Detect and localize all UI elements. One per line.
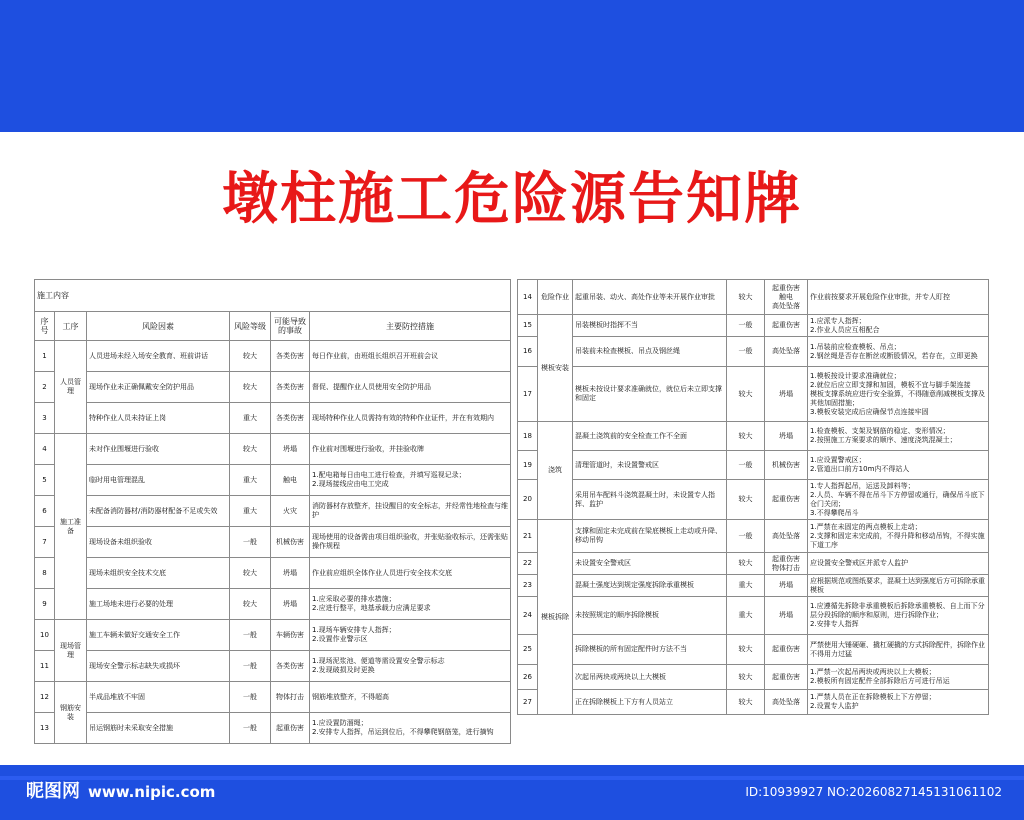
possible-accident: 起重伤害 触电 高处坠落 [765, 280, 808, 315]
left-hazard-table [34, 279, 511, 744]
control-measure: 督促、提醒作业人员使用安全防护用品 [310, 372, 511, 403]
control-measure: 1.专人指挥起吊，运送及卸料等； 2.人员、车辆不得在吊斗下方停留或通行，确保吊斗底下仓门关闭； 3.不得攀爬吊斗 [808, 480, 989, 520]
row-number: 16 [518, 337, 538, 367]
row-number: 10 [35, 620, 55, 651]
table-row [35, 403, 511, 434]
section-header-row [35, 280, 511, 312]
risk-level: 一般 [727, 520, 765, 553]
table-row [518, 690, 989, 715]
possible-accident: 高处坠落 [765, 520, 808, 553]
risk-factor: 清理管道时，未设置警戒区 [573, 451, 727, 480]
risk-level: 一般 [230, 527, 271, 558]
row-number: 9 [35, 589, 55, 620]
risk-level: 较大 [230, 372, 271, 403]
table-row [35, 527, 511, 558]
table-row [518, 480, 989, 520]
table-row [35, 620, 511, 651]
risk-level: 一般 [230, 713, 271, 744]
column-header: 风险等级 [230, 312, 271, 341]
row-number: 27 [518, 690, 538, 715]
row-number: 15 [518, 315, 538, 337]
risk-factor: 采用吊车配料斗浇筑混凝土时，未设置专人指挥、监护 [573, 480, 727, 520]
row-number: 19 [518, 451, 538, 480]
table-row [518, 597, 989, 635]
risk-level: 一般 [230, 651, 271, 682]
row-number: 7 [35, 527, 55, 558]
possible-accident: 坍塌 [765, 597, 808, 635]
control-measure: 钢筋堆放整齐，不得超高 [310, 682, 511, 713]
row-number: 4 [35, 434, 55, 465]
control-measure: 消防器材存放整齐，挂设醒目的安全标志，并经常性地检查与维护 [310, 496, 511, 527]
possible-accident: 起重伤害 [765, 480, 808, 520]
row-number: 23 [518, 575, 538, 597]
risk-factor: 吊运钢筋时未采取安全措施 [87, 713, 230, 744]
control-measure: 1.模板按设计要求准确就位； 2.就位后应立即支撑和加固，模板不宜与脚手架连接 模板支撑系统应进行安全验算，不得随意削减模板支撑及其他加固措施； 3.模板安装完成后应确保节点连接牢固 [808, 367, 989, 422]
table-row [518, 553, 989, 575]
risk-level: 较大 [727, 280, 765, 315]
risk-level: 重大 [230, 496, 271, 527]
table-row [35, 589, 511, 620]
risk-level: 重大 [727, 575, 765, 597]
risk-factor: 施工车辆未做好交通安全工作 [87, 620, 230, 651]
risk-level: 较大 [727, 665, 765, 690]
row-number: 12 [35, 682, 55, 713]
process-group: 现场管理 [55, 620, 87, 682]
row-number: 25 [518, 635, 538, 665]
table-row [518, 451, 989, 480]
process-group: 施工准备 [55, 434, 87, 620]
control-measure: 1.严禁一次起吊两块或两块以上大模板； 2.模板所有固定配件全部拆除后方可进行吊运 [808, 665, 989, 690]
risk-factor: 未按照规定的顺序拆除模板 [573, 597, 727, 635]
row-number: 3 [35, 403, 55, 434]
risk-factor: 施工场地未进行必要的处理 [87, 589, 230, 620]
control-measure: 1.检查模板、支架及钢筋的稳定、变形情况； 2.按照施工方案要求的顺序、速度浇筑混凝土； [808, 422, 989, 451]
possible-accident: 起重伤害 [765, 635, 808, 665]
table-row [35, 434, 511, 465]
risk-factor: 混凝土强度达到规定强度拆除承重模板 [573, 575, 727, 597]
control-measure: 1.配电箱每日由电工进行检查，并填写巡视记录； 2.现场接线应由电工完成 [310, 465, 511, 496]
possible-accident: 机械伤害 [271, 527, 310, 558]
possible-accident: 起重伤害 [271, 713, 310, 744]
row-number: 11 [35, 651, 55, 682]
possible-accident: 车辆伤害 [271, 620, 310, 651]
control-measure: 1.应设置警戒区； 2.管道出口前方10m内不得站人 [808, 451, 989, 480]
risk-level: 较大 [230, 589, 271, 620]
row-number: 20 [518, 480, 538, 520]
row-number: 21 [518, 520, 538, 553]
risk-level: 较大 [727, 690, 765, 715]
process-group: 钢筋安装 [55, 682, 87, 744]
table-row [518, 315, 989, 337]
column-header-row [35, 312, 511, 341]
risk-factor: 未对作业围堰进行验收 [87, 434, 230, 465]
risk-factor: 现场未组织安全技术交底 [87, 558, 230, 589]
row-number: 26 [518, 665, 538, 690]
control-measure: 1.现场车辆安排专人指挥； 2.设置作业警示区 [310, 620, 511, 651]
control-measure: 1.现场泥浆池、便道等需设置安全警示标志 2.发现破损及时更换 [310, 651, 511, 682]
risk-factor: 正在拆除模板上下方有人员站立 [573, 690, 727, 715]
watermark-brand: 昵图网 [26, 781, 80, 802]
row-number: 18 [518, 422, 538, 451]
row-number: 1 [35, 341, 55, 372]
risk-level: 一般 [727, 337, 765, 367]
process-group: 模板安装 [538, 315, 573, 422]
possible-accident: 起重伤害 物体打击 [765, 553, 808, 575]
risk-level: 重大 [230, 403, 271, 434]
process-group: 模板拆除 [538, 520, 573, 715]
risk-factor: 拆除模板的所有固定配件时方法不当 [573, 635, 727, 665]
column-header: 主要防控措施 [310, 312, 511, 341]
process-group: 危险作业 [538, 280, 573, 315]
risk-factor: 次起吊两块或两块以上大模板 [573, 665, 727, 690]
possible-accident: 各类伤害 [271, 372, 310, 403]
risk-level: 一般 [727, 315, 765, 337]
control-measure: 现场特种作业人员需持有效的特种作业证件，并在有效期内 [310, 403, 511, 434]
risk-level: 较大 [230, 434, 271, 465]
possible-accident: 起重伤害 [765, 665, 808, 690]
table-row [518, 337, 989, 367]
table-row [35, 341, 511, 372]
table-row [35, 651, 511, 682]
control-measure: 每日作业前，由班组长组织召开班前会议 [310, 341, 511, 372]
control-measure: 现场使用的设备需由项目组织验收，并张贴验收标示，还需张贴操作规程 [310, 527, 511, 558]
possible-accident: 高处坠落 [765, 690, 808, 715]
table-row [518, 575, 989, 597]
row-number: 22 [518, 553, 538, 575]
table-row [35, 372, 511, 403]
table-row [518, 367, 989, 422]
possible-accident: 坍塌 [271, 434, 310, 465]
table-row [35, 713, 511, 744]
risk-level: 较大 [727, 422, 765, 451]
control-measure: 严禁使用大锤硬砸、撬杠硬撬的方式拆除配件，拆除作业不得用力过猛 [808, 635, 989, 665]
risk-level: 较大 [230, 558, 271, 589]
table-row [518, 635, 989, 665]
risk-factor: 临时用电管理混乱 [87, 465, 230, 496]
possible-accident: 高处坠落 [765, 337, 808, 367]
watermark-id: ID:10939927 NO:20260827145131061102 [745, 785, 1002, 799]
top-blue-band [0, 0, 1024, 132]
risk-factor: 特种作业人员未持证上岗 [87, 403, 230, 434]
risk-factor: 半成品堆放不牢固 [87, 682, 230, 713]
row-number: 6 [35, 496, 55, 527]
control-measure: 作业前对围堰进行验收，并挂验收牌 [310, 434, 511, 465]
control-measure: 1.应派专人指挥； 2.作业人员应互相配合 [808, 315, 989, 337]
risk-factor: 混凝土浇筑前的安全检查工作不全面 [573, 422, 727, 451]
possible-accident: 物体打击 [271, 682, 310, 713]
risk-factor: 未设置安全警戒区 [573, 553, 727, 575]
possible-accident: 坍塌 [765, 422, 808, 451]
control-measure: 作业前按要求开展危险作业审批，并专人盯控 [808, 280, 989, 315]
risk-factor: 支撑和固定未完成前在梁底模板上走动或升降、移动吊钩 [573, 520, 727, 553]
control-measure: 1.严禁人员在正在拆除模板上下方停留； 2.设置专人监护 [808, 690, 989, 715]
row-number: 24 [518, 597, 538, 635]
table-row [35, 682, 511, 713]
risk-factor: 吊装前未检查模板、吊点及钢丝绳 [573, 337, 727, 367]
right-hazard-table [517, 279, 989, 715]
table-row [518, 520, 989, 553]
row-number: 13 [35, 713, 55, 744]
risk-level: 较大 [230, 341, 271, 372]
risk-level: 一般 [230, 620, 271, 651]
control-measure: 1.应遵循先拆除非承重模板后拆除承重模板、自上而下分层分段拆除的顺序和原则，进行拆除作业； 2.安排专人指挥 [808, 597, 989, 635]
table-row [518, 280, 989, 315]
risk-factor: 现场安全警示标志缺失或损坏 [87, 651, 230, 682]
control-measure: 应根据规范或图纸要求，混凝土达到强度后方可拆除承重模板 [808, 575, 989, 597]
control-measure: 应设置安全警戒区并派专人监护 [808, 553, 989, 575]
possible-accident: 坍塌 [765, 575, 808, 597]
control-measure: 1.应采取必要的排水措施； 2.应进行整平，地基承载力应满足要求 [310, 589, 511, 620]
table-row [35, 558, 511, 589]
control-measure: 1.吊装前应检查模板、吊点； 2.钢丝绳是否存在断丝或断股情况，若存在，立即更换 [808, 337, 989, 367]
process-group: 浇筑 [538, 422, 573, 520]
risk-factor: 起重吊装、动火、高处作业等未开展作业审批 [573, 280, 727, 315]
possible-accident: 机械伤害 [765, 451, 808, 480]
table-row [35, 465, 511, 496]
watermark-brand-block [26, 780, 215, 804]
risk-factor: 现场设备未组织验收 [87, 527, 230, 558]
possible-accident: 各类伤害 [271, 651, 310, 682]
risk-level: 较大 [727, 480, 765, 520]
column-header: 序号 [35, 312, 55, 341]
watermark-url: www.nipic.com [88, 783, 216, 801]
section-label: 施工内容 [35, 280, 511, 312]
table-row [518, 422, 989, 451]
table-row [518, 665, 989, 690]
row-number: 8 [35, 558, 55, 589]
risk-level: 较大 [727, 367, 765, 422]
table-row [35, 496, 511, 527]
control-measure: 作业前应组织全体作业人员进行安全技术交底 [310, 558, 511, 589]
control-measure: 1.应设置防溜绳； 2.安排专人指挥，吊运到位后，不得攀爬钢筋笼，进行摘钩 [310, 713, 511, 744]
column-header: 风险因素 [87, 312, 230, 341]
risk-level: 重大 [727, 597, 765, 635]
row-number: 5 [35, 465, 55, 496]
column-header: 可能导致的事故 [271, 312, 310, 341]
process-group: 人员管理 [55, 341, 87, 434]
risk-level: 一般 [727, 451, 765, 480]
risk-factor: 吊装模板时指挥不当 [573, 315, 727, 337]
risk-factor: 现场作业未正确佩戴安全防护用品 [87, 372, 230, 403]
risk-factor: 人员进场未经入场安全教育、班前讲话 [87, 341, 230, 372]
risk-level: 较大 [727, 553, 765, 575]
risk-level: 一般 [230, 682, 271, 713]
row-number: 17 [518, 367, 538, 422]
possible-accident: 坍塌 [271, 558, 310, 589]
control-measure: 1.严禁在未固定的两点模板上走动； 2.支撑和固定未完成前，不得升降和移动吊钩，不得实施下道工序 [808, 520, 989, 553]
possible-accident: 起重伤害 [765, 315, 808, 337]
possible-accident: 坍塌 [271, 589, 310, 620]
possible-accident: 火灾 [271, 496, 310, 527]
page-title: 墩柱施工危险源告知牌 [222, 167, 802, 232]
possible-accident: 触电 [271, 465, 310, 496]
row-number: 14 [518, 280, 538, 315]
risk-level: 重大 [230, 465, 271, 496]
risk-factor: 模板未按设计要求准确就位，就位后未立即支撑和固定 [573, 367, 727, 422]
row-number: 2 [35, 372, 55, 403]
risk-factor: 未配备消防器材/消防器材配备不足或失效 [87, 496, 230, 527]
risk-level: 较大 [727, 635, 765, 665]
possible-accident: 坍塌 [765, 367, 808, 422]
possible-accident: 各类伤害 [271, 403, 310, 434]
possible-accident: 各类伤害 [271, 341, 310, 372]
column-header: 工序 [55, 312, 87, 341]
